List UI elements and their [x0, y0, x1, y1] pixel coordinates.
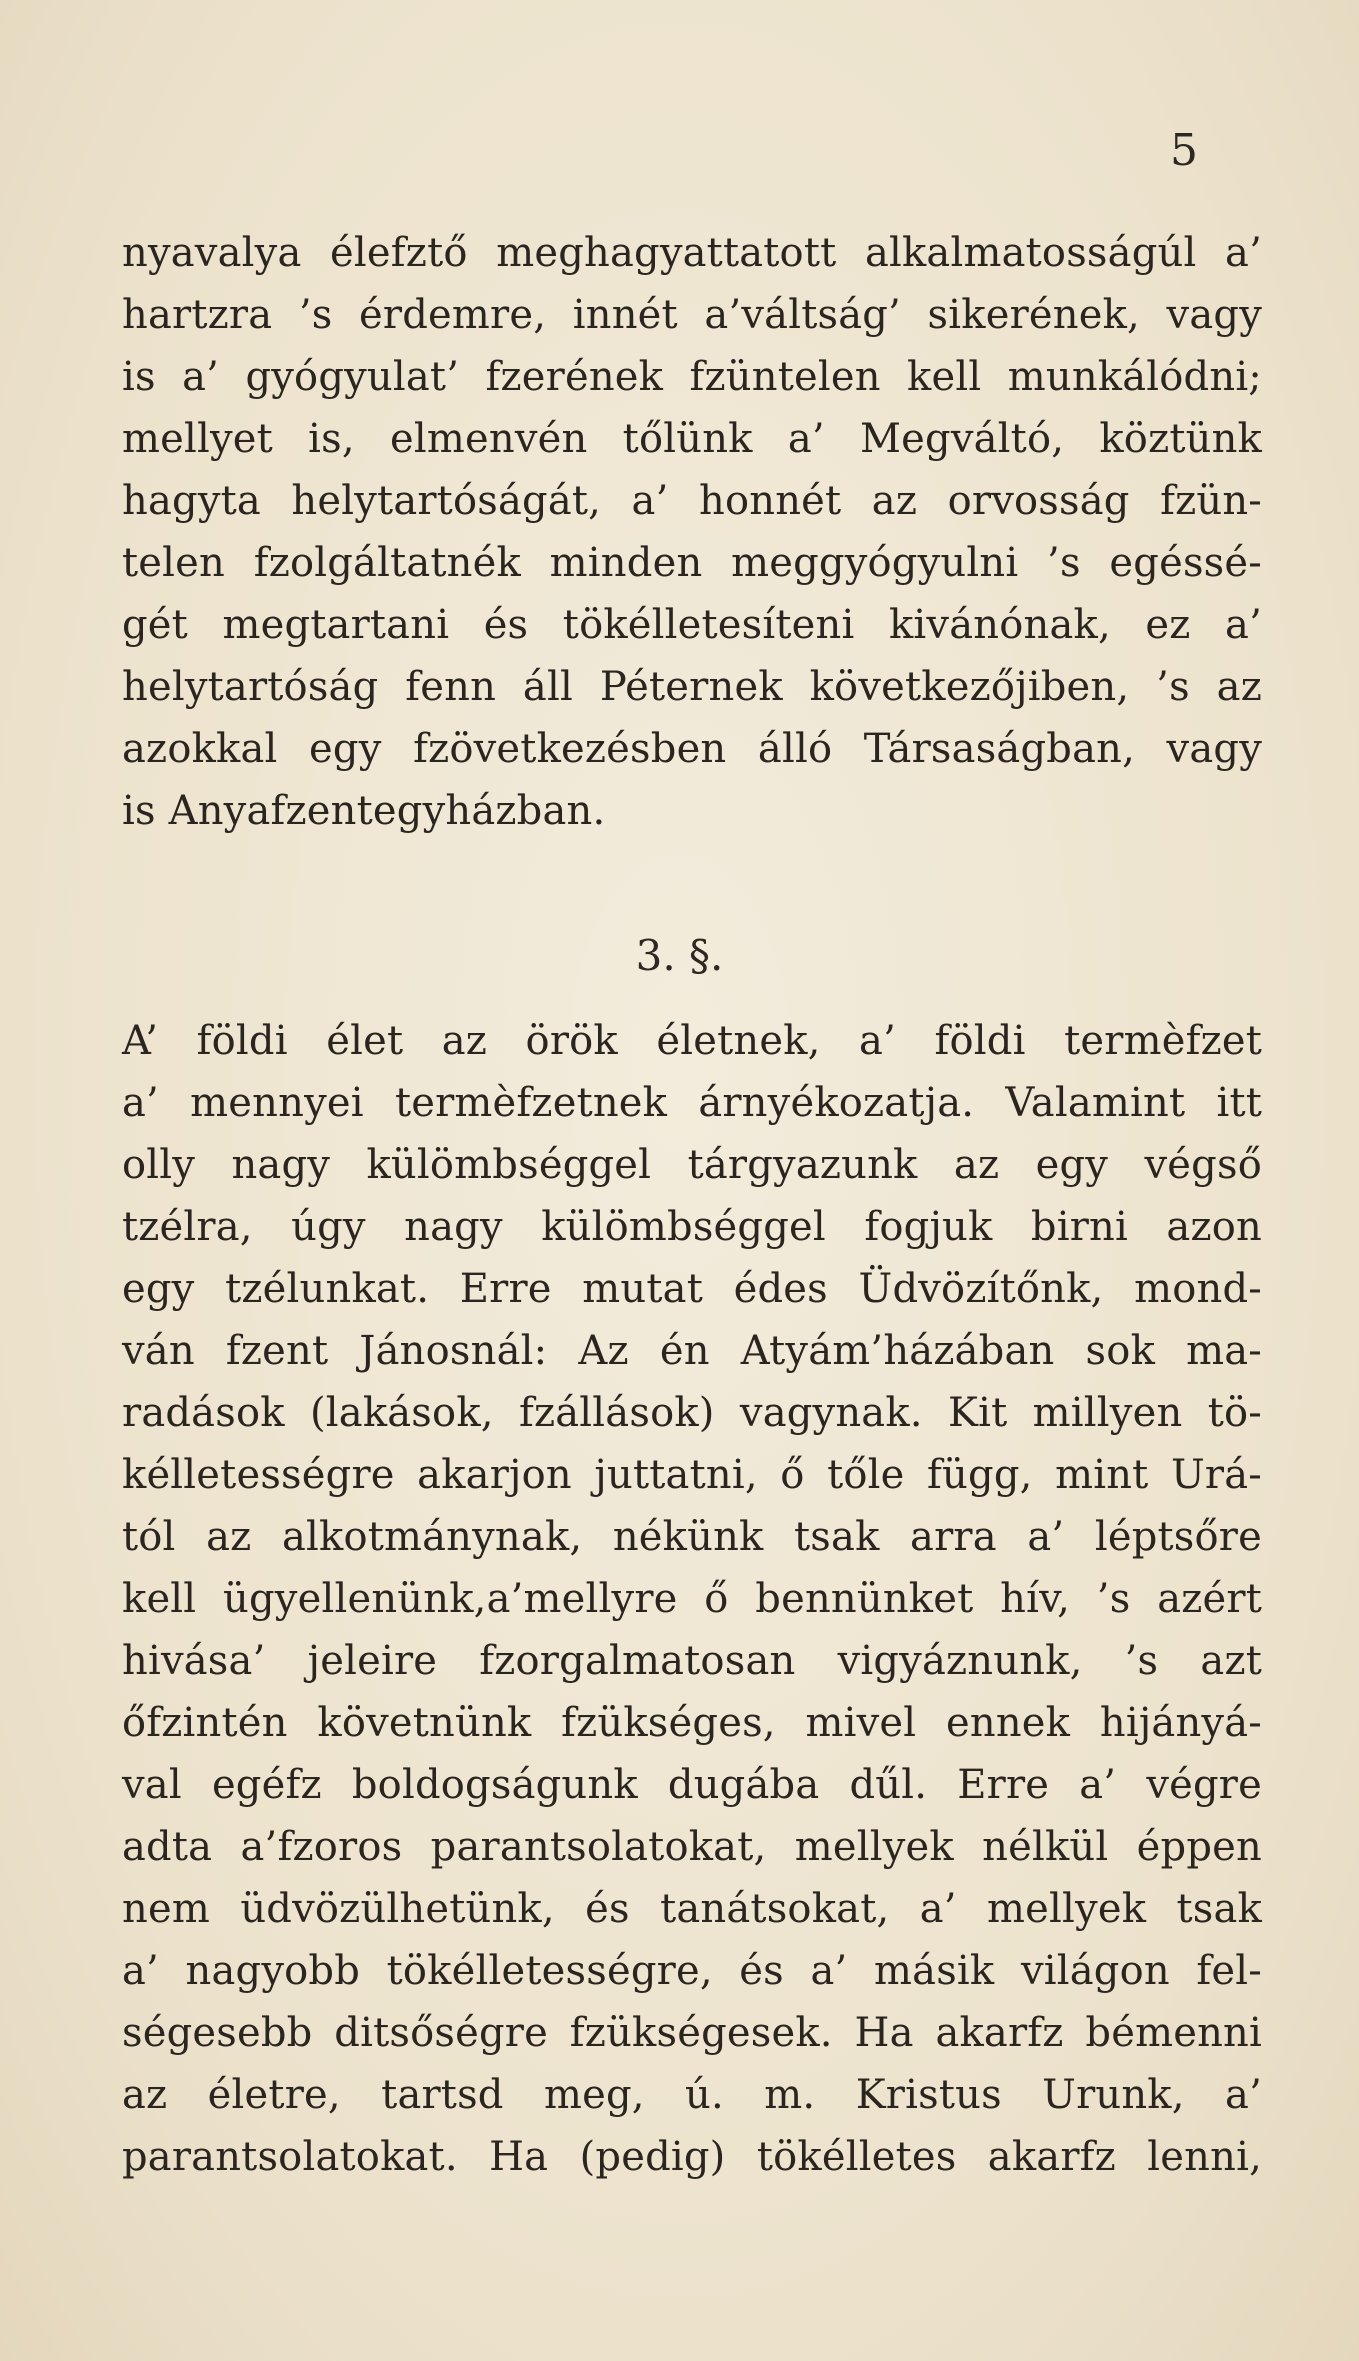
text-line: adta a’fzoros parantsolatokat, mellyek nélkül éppen — [122, 1824, 1262, 1870]
text-line: azokkal egy fzövetkezésben álló Társaságban, vagy — [122, 726, 1262, 772]
text-line: hagyta helytartóságát, a’ honnét az orvosság fzün- — [122, 478, 1262, 524]
text-line: val egéfz boldogságunk dugába dűl. Erre a’ végre — [122, 1762, 1262, 1808]
paragraph-section-3 — [122, 1010, 1262, 2188]
text-line: kélletességre akarjon juttatni, ő tőle függ, mint Urá- — [122, 1452, 1262, 1498]
text-line: hivása’ jeleire fzorgalmatosan vigyáznunk, ’s azt — [122, 1638, 1262, 1684]
text-line: A’ földi élet az örök életnek, a’ földi termèfzet — [122, 1018, 1262, 1064]
text-line: nyavalya élefztő meghagyattatott alkalmatosságúl a’ — [122, 230, 1262, 276]
text-line: tól az alkotmánynak, nékünk tsak arra a’ léptsőre — [122, 1514, 1262, 1560]
text-line: kell ügyellenünk,a’mellyre ő bennünket hív, ’s azért — [122, 1576, 1262, 1622]
text-line: mellyet is, elmenvén tőlünk a’ Megváltó, köztünk — [122, 416, 1262, 462]
text-line: tzélra, úgy nagy külömbséggel fogjuk birni azon — [122, 1204, 1262, 1250]
text-line: ségesebb ditsőségre fzükségesek. Ha akarfz bémenni — [122, 2010, 1262, 2056]
text-line: a’ nagyobb tökélletességre, és a’ másik világon fel- — [122, 1948, 1262, 1994]
section-heading: 3. §. — [635, 931, 724, 980]
page-number: 5 — [1170, 125, 1198, 176]
text-line: ván fzent Jánosnál: Az én Atyám’házában sok ma- — [122, 1328, 1262, 1374]
text-line: az életre, tartsd meg, ú. m. Kristus Urunk, a’ — [122, 2072, 1262, 2118]
paragraph-continuation — [122, 222, 1262, 842]
text-line: a’ mennyei termèfzetnek árnyékozatja. Valamint itt — [122, 1080, 1262, 1126]
text-line: is a’ gyógyulat’ fzerének fzüntelen kell munkálódni; — [122, 354, 1262, 400]
text-line: parantsolatokat. Ha (pedig) tökélletes akarfz lenni, — [122, 2134, 1262, 2180]
text-line: egy tzélunkat. Erre mutat édes Üdvözítőnk, mond- — [122, 1266, 1262, 1312]
text-line: radások (lakások, fzállások) vagynak. Kit millyen tö- — [122, 1390, 1262, 1436]
text-line: gét megtartani és tökélletesíteni kivánónak, ez a’ — [122, 602, 1262, 648]
text-line: őfzintén követnünk fzükséges, mivel ennek hijányá- — [122, 1700, 1262, 1746]
text-line: telen fzolgáltatnék minden meggyógyulni ’s egéssé- — [122, 540, 1262, 586]
text-line: is Anyafzentegyházban. — [122, 788, 606, 834]
text-line: olly nagy külömbséggel tárgyazunk az egy végső — [122, 1142, 1262, 1188]
text-line: nem üdvözülhetünk, és tanátsokat, a’ mellyek tsak — [122, 1886, 1262, 1932]
text-line: hartzra ’s érdemre, innét a’váltság’ sikerének, vagy — [122, 292, 1262, 338]
text-line: helytartóság fenn áll Péternek következőjiben, ’s az — [122, 664, 1262, 710]
